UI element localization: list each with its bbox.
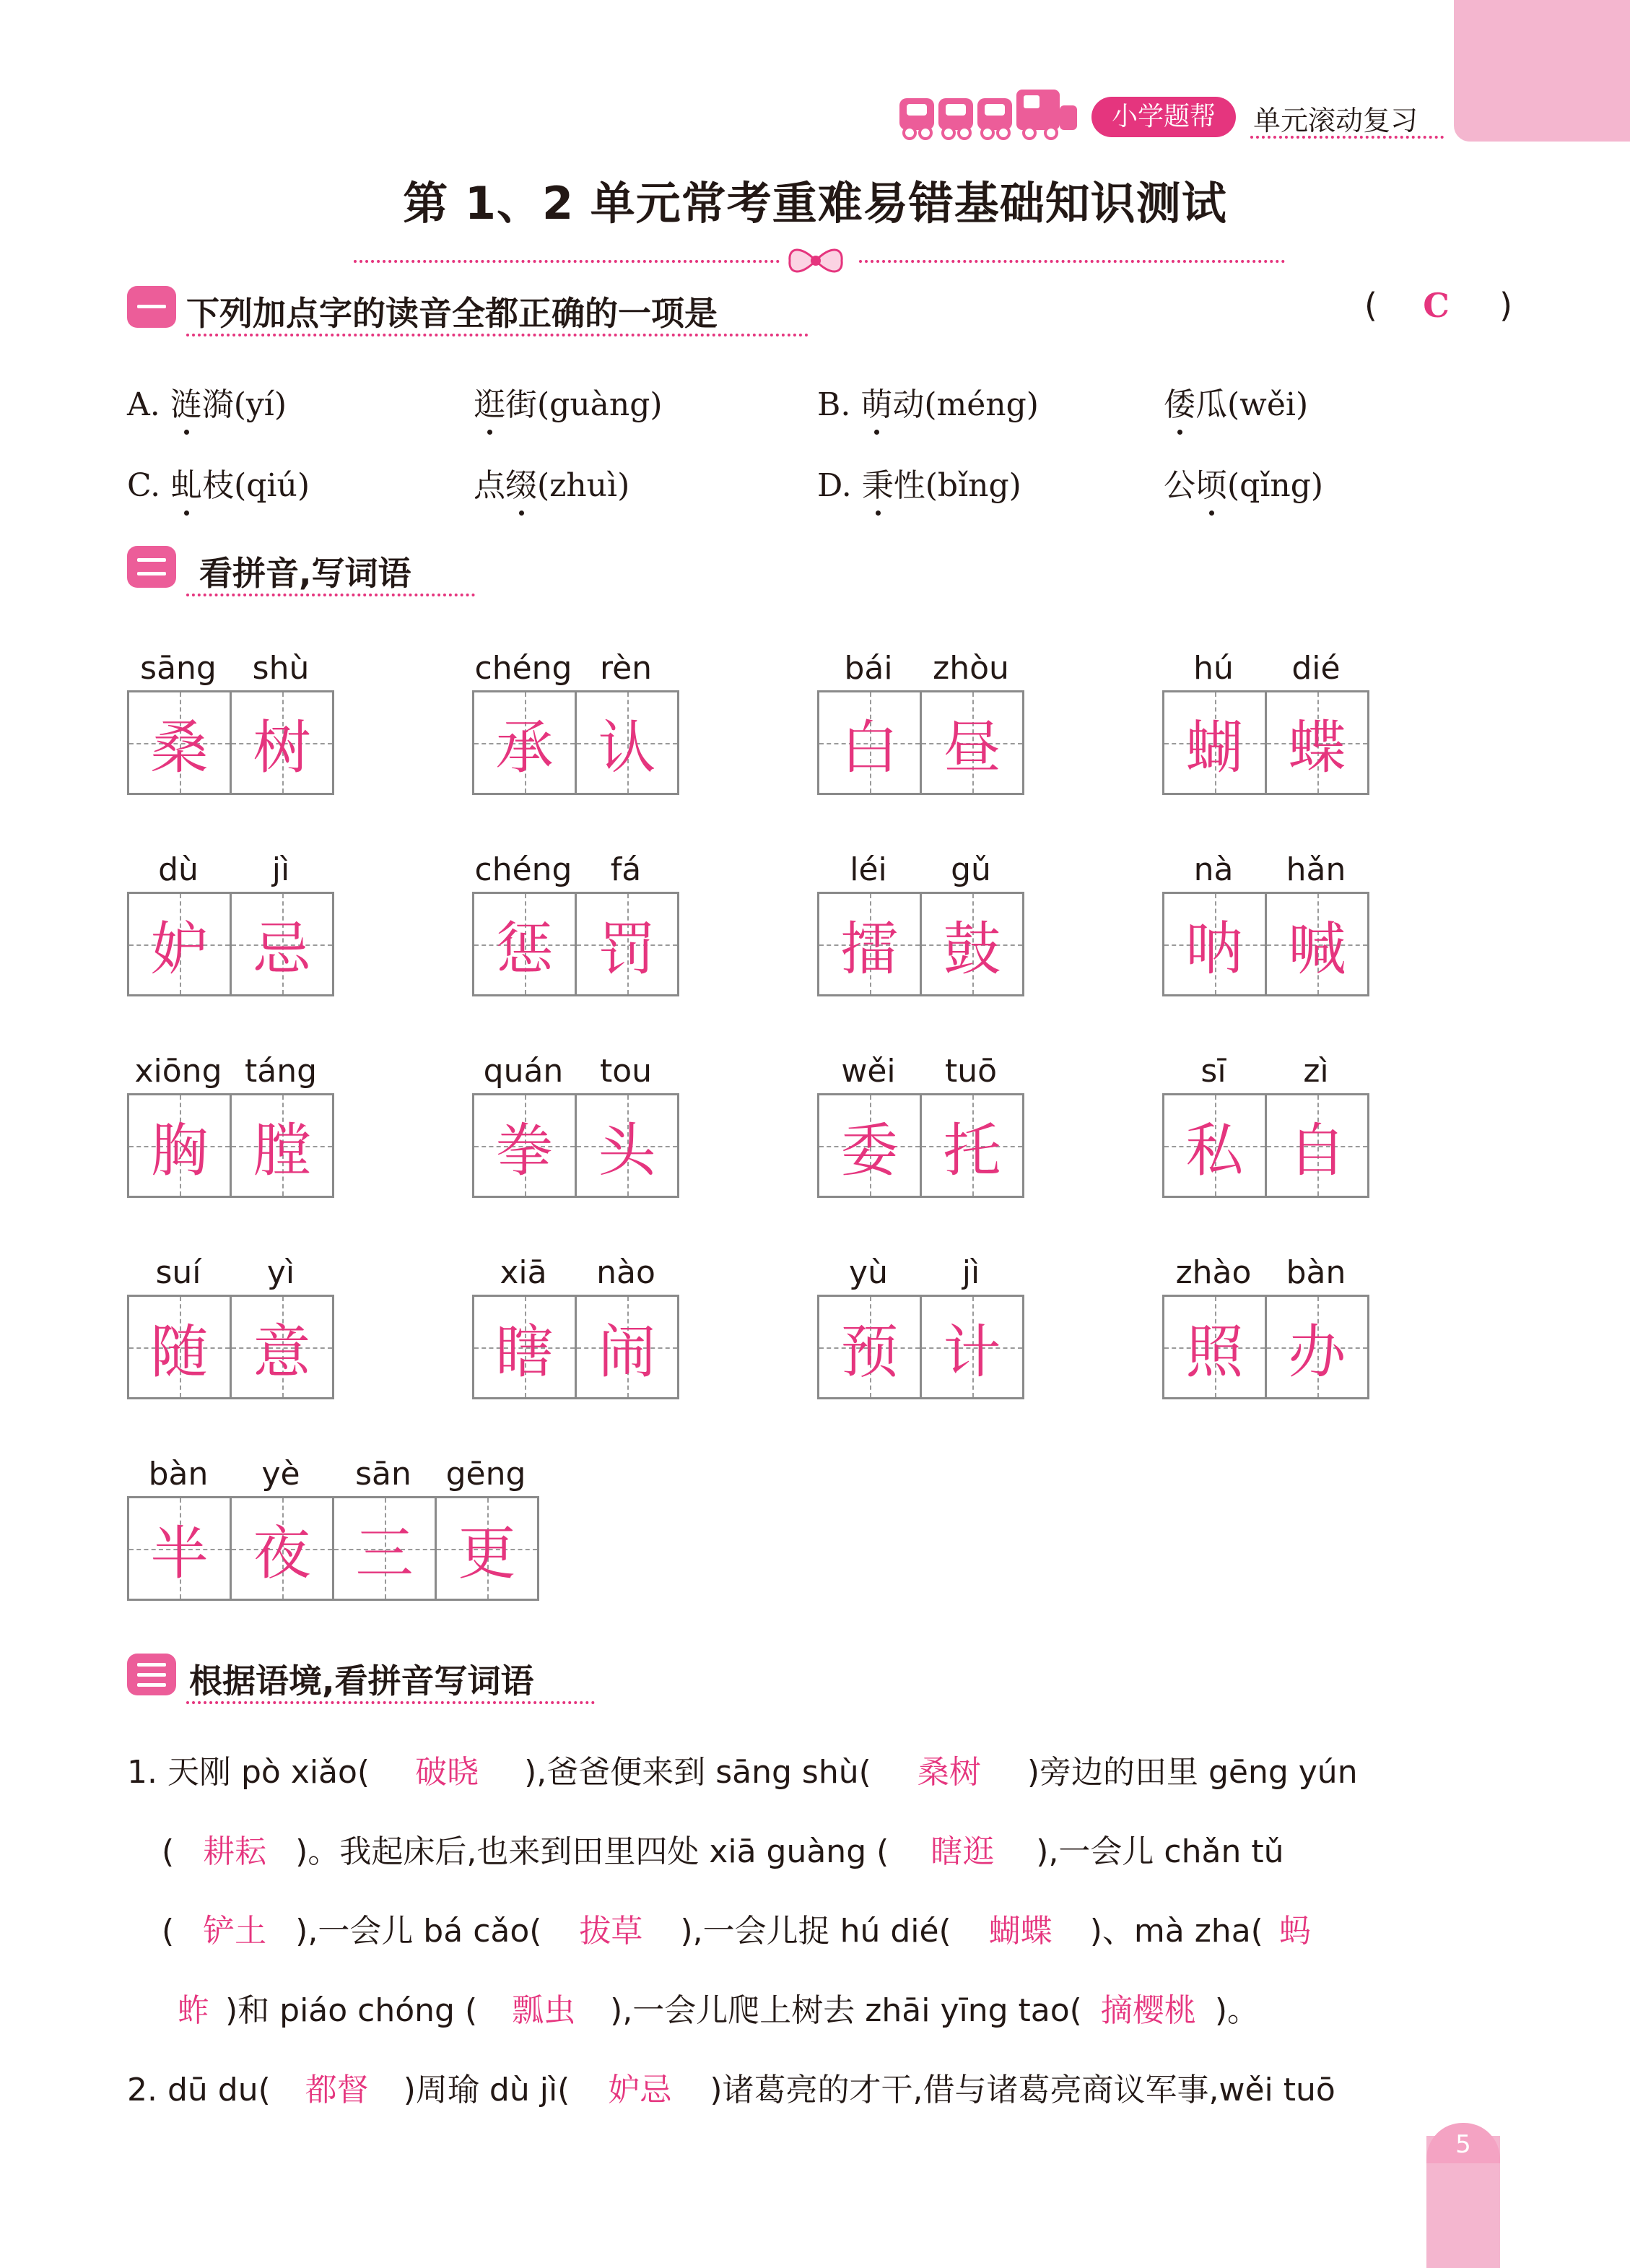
tianzige-cell[interactable]	[129, 894, 232, 994]
tianzige-cell[interactable]	[334, 1498, 437, 1599]
pinyin-label: bái	[844, 650, 893, 687]
pinyin-label: hú	[1193, 650, 1234, 687]
filled-answer[interactable]: 摘樱桃	[1100, 1992, 1196, 2029]
answer-bracket	[1364, 286, 1512, 325]
fill-in-line	[127, 1746, 1358, 1792]
pinyin-label: chéng	[474, 650, 572, 687]
filled-answer[interactable]: 瞎逛	[931, 1833, 995, 1870]
option-c-2: 点缀(zhuì)	[474, 467, 630, 504]
line-text: ),一会儿 bá cǎo(	[295, 1913, 542, 1950]
train-icon	[899, 85, 1080, 143]
dotted-char: 倭	[1164, 386, 1195, 423]
pinyin-label: jì	[962, 1254, 980, 1291]
tianzige-cell[interactable]	[474, 894, 577, 994]
tianzige-cell[interactable]	[129, 1297, 232, 1397]
pinyin-label: rèn	[599, 650, 653, 687]
tianzige-cell[interactable]	[1164, 1095, 1267, 1196]
pinyin-label: zì	[1303, 1053, 1329, 1090]
answer-choice: C	[1423, 286, 1450, 325]
answer-character: 照	[1185, 1318, 1244, 1386]
dotted-char: 萌	[860, 386, 893, 423]
answer-character: 鼓	[943, 916, 1001, 983]
tianzige-cell[interactable]	[819, 692, 922, 793]
answer-character: 私	[1185, 1117, 1244, 1184]
section-3-title: 根据语境,看拼音写词语	[189, 1661, 534, 1700]
dotted-char: 秉	[861, 467, 894, 504]
fill-in-line	[127, 2064, 1335, 2110]
pinyin-label: fá	[610, 851, 642, 888]
filled-answer[interactable]: 耕耘	[203, 1833, 267, 1870]
option-c-1: C. 虬枝(qiú)	[127, 467, 310, 504]
pinyin-label: yè	[261, 1456, 300, 1493]
section-2-underline	[186, 594, 475, 596]
option-d-1: D. 秉性(bǐng)	[817, 467, 1021, 504]
section-1-underline	[186, 334, 809, 336]
line-text: )和 piáo chóng (	[225, 1992, 478, 2029]
line-text: )。我起床后,也来到田里四处 xiā guàng (	[295, 1833, 889, 1870]
section-2-title: 看拼音,写词语	[199, 554, 411, 593]
dotted-char: 虬	[170, 467, 203, 504]
tianzige-cell[interactable]	[129, 692, 232, 793]
bracket-open: (	[1364, 286, 1377, 325]
line-text: (	[162, 1833, 175, 1870]
line-text: ),一会儿 chǎn tǔ	[1036, 1833, 1284, 1870]
line-text: )诸葛亮的才干,借与诸葛亮商议军事,wěi tuō	[710, 2072, 1335, 2108]
tianzige-cell[interactable]	[819, 894, 922, 994]
answer-character: 桑	[150, 714, 209, 781]
word-box	[127, 1251, 334, 1399]
tianzige-cell[interactable]	[437, 1498, 539, 1599]
pinyin-label: sāng	[140, 650, 217, 687]
option-b-2: 倭瓜(wěi)	[1164, 386, 1309, 423]
answer-character: 自	[1288, 1117, 1346, 1184]
tianzige-cell[interactable]	[474, 692, 577, 793]
pinyin-label: dù	[158, 851, 199, 888]
answer-character: 预	[840, 1318, 899, 1386]
tianzige-cell[interactable]	[819, 1095, 922, 1196]
dotted-char: 涟	[170, 386, 202, 423]
answer-character: 惩	[495, 916, 554, 983]
answer-character: 白	[840, 714, 899, 781]
answer-character: 办	[1288, 1318, 1346, 1386]
filled-answer[interactable]: 破晓	[415, 1754, 479, 1791]
tianzige-cell[interactable]	[1164, 1297, 1267, 1397]
pinyin-label: xiā	[500, 1254, 547, 1291]
answer-character: 喊	[1288, 916, 1346, 983]
pinyin-label: yù	[849, 1254, 888, 1291]
answer-character: 半	[150, 1520, 209, 1587]
answer-character: 树	[253, 714, 311, 781]
pinyin-label: wěi	[841, 1053, 896, 1090]
answer-character: 托	[943, 1117, 1001, 1184]
filled-answer[interactable]: 蝴蝶	[988, 1913, 1052, 1950]
filled-answer[interactable]: 蚱	[178, 1992, 209, 2029]
pinyin-label: sān	[355, 1456, 411, 1493]
section-2-badge	[127, 546, 176, 588]
dotted-char: 逛	[474, 386, 505, 423]
line-text: ),爸爸便来到 sāng shù(	[524, 1754, 871, 1791]
answer-character: 蝴	[1185, 714, 1244, 781]
pinyin-label: xiōng	[134, 1053, 222, 1090]
pinyin-label: bàn	[148, 1456, 209, 1493]
word-box	[1162, 1050, 1369, 1198]
answer-character: 擂	[840, 916, 899, 983]
tianzige-cell[interactable]	[577, 692, 679, 793]
word-box	[817, 647, 1024, 795]
filled-answer[interactable]: 桑树	[917, 1754, 981, 1791]
section-3-underline	[186, 1701, 595, 1704]
header-label: 单元滚动复习	[1253, 105, 1418, 136]
pinyin-label: suí	[155, 1254, 201, 1291]
answer-character: 罚	[598, 916, 656, 983]
pinyin-label: hǎn	[1286, 851, 1346, 888]
pinyin-label: táng	[244, 1053, 318, 1090]
answer-character: 委	[840, 1117, 899, 1184]
word-box	[472, 1050, 679, 1198]
pinyin-label: tuō	[944, 1053, 998, 1090]
word-box	[1162, 848, 1369, 996]
pinyin-label: shù	[252, 650, 310, 687]
answer-character: 更	[458, 1520, 516, 1587]
section-1-title: 下列加点字的读音全都正确的一项是	[186, 294, 718, 333]
word-box	[1162, 647, 1369, 795]
line-text: 2. dū du(	[127, 2072, 271, 2108]
filled-answer[interactable]: 拔草	[579, 1913, 643, 1950]
word-box	[472, 647, 679, 795]
line-text: (	[162, 1913, 175, 1950]
fill-in-line	[162, 1905, 1327, 1951]
tianzige-cell[interactable]	[922, 1297, 1024, 1397]
tianzige-cell[interactable]	[577, 894, 679, 994]
filled-answer[interactable]: 蚂	[1278, 1913, 1311, 1950]
tianzige-cell[interactable]	[922, 692, 1024, 793]
tianzige-cell[interactable]	[474, 1095, 577, 1196]
answer-character: 夜	[253, 1520, 311, 1587]
answer-character: 认	[598, 714, 656, 781]
pinyin-label: bàn	[1286, 1254, 1346, 1291]
answer-character: 头	[598, 1117, 656, 1184]
tianzige-cell[interactable]	[577, 1297, 679, 1397]
line-text: 1. 天刚 pò xiǎo(	[127, 1754, 370, 1791]
answer-character: 承	[495, 714, 554, 781]
line-text: ),一会儿爬上树去 zhāi yīng tao(	[610, 1992, 1082, 2029]
dotted-char: 顷	[1195, 467, 1227, 504]
filled-answer[interactable]: 瓢虫	[512, 1992, 576, 2029]
header-underline	[1250, 136, 1444, 139]
pinyin-label: jì	[271, 851, 290, 888]
pinyin-label: nà	[1193, 851, 1234, 888]
word-box	[817, 1050, 1024, 1198]
tianzige-cell[interactable]	[129, 1095, 232, 1196]
word-box	[1162, 1251, 1369, 1399]
answer-character: 忌	[253, 916, 311, 983]
tianzige-cell[interactable]	[1267, 894, 1369, 994]
tianzige-cell[interactable]	[819, 1297, 922, 1397]
page-title: 第 1、2 单元常考重难易错基础知识测试	[403, 177, 1227, 230]
answer-character: 随	[150, 1318, 209, 1386]
answer-character: 三	[355, 1520, 414, 1587]
answer-character: 瞎	[495, 1318, 554, 1386]
pinyin-label: gǔ	[951, 851, 991, 888]
pinyin-label: yì	[266, 1254, 295, 1291]
word-box	[127, 647, 334, 795]
title-divider-left	[354, 260, 780, 263]
pinyin-label: chéng	[474, 851, 572, 888]
tianzige-cell[interactable]	[232, 1297, 334, 1397]
filled-answer[interactable]: 妒忌	[608, 2072, 672, 2108]
answer-character: 昼	[943, 714, 1001, 781]
tianzige-cell[interactable]	[1267, 692, 1369, 793]
dotted-char: 缀	[505, 467, 537, 504]
tianzige-cell[interactable]	[1267, 1297, 1369, 1397]
corner-tab	[1454, 0, 1630, 142]
bracket-close: )	[1499, 286, 1513, 325]
option-d-2: 公顷(qǐng)	[1164, 467, 1324, 504]
tianzige-cell[interactable]	[922, 894, 1024, 994]
pinyin-label: gēng	[445, 1456, 526, 1493]
tianzige-cell[interactable]	[577, 1095, 679, 1196]
section-3-badge	[127, 1654, 176, 1695]
pinyin-label: zhào	[1175, 1254, 1252, 1291]
line-text: )旁边的田里 gēng yún	[1027, 1754, 1358, 1791]
word-box	[472, 1251, 679, 1399]
answer-character: 胸	[150, 1117, 209, 1184]
pinyin-label: nào	[596, 1254, 655, 1291]
tianzige-cell[interactable]	[474, 1297, 577, 1397]
filled-answer[interactable]: 铲土	[203, 1913, 267, 1950]
bow-icon	[787, 244, 845, 277]
line-text: )。	[1214, 1992, 1259, 2029]
word-box	[472, 848, 679, 996]
pinyin-label: sī	[1200, 1053, 1226, 1090]
fill-in-line	[162, 1825, 1283, 1872]
tianzige-cell[interactable]	[1164, 894, 1267, 994]
answer-character: 蝶	[1288, 714, 1346, 781]
line-text: )周瑜 dù jì(	[403, 2072, 570, 2108]
tianzige-cell[interactable]	[922, 1095, 1024, 1196]
tianzige-cell[interactable]	[1164, 692, 1267, 793]
option-a-1: A. 涟漪(yí)	[127, 386, 287, 423]
page-number: 5	[1426, 2123, 1500, 2163]
title-divider-right	[859, 260, 1285, 263]
word-box	[127, 848, 334, 996]
answer-character: 妒	[150, 916, 209, 983]
tianzige-cell[interactable]	[232, 1498, 334, 1599]
word-box	[127, 1050, 334, 1198]
pinyin-label: zhòu	[933, 650, 1009, 687]
tianzige-cell[interactable]	[1267, 1095, 1369, 1196]
answer-character: 闹	[598, 1318, 656, 1386]
pinyin-label: tou	[599, 1053, 653, 1090]
word-box	[127, 1453, 539, 1601]
tianzige-cell[interactable]	[129, 1498, 232, 1599]
answer-character: 意	[253, 1318, 311, 1386]
word-box	[817, 1251, 1024, 1399]
word-box	[817, 848, 1024, 996]
tianzige-cell[interactable]	[232, 1095, 334, 1196]
line-text: ),一会儿捉 hú dié(	[680, 1913, 951, 1950]
answer-character: 拳	[495, 1117, 554, 1184]
pinyin-label: léi	[850, 851, 887, 888]
option-b-1: B. 萌动(méng)	[817, 386, 1039, 423]
answer-character: 呐	[1185, 916, 1244, 983]
fill-in-line	[162, 1984, 1259, 2030]
answer-character: 计	[943, 1318, 1001, 1386]
tianzige-cell[interactable]	[232, 894, 334, 994]
answer-character: 膛	[253, 1117, 311, 1184]
pinyin-label: dié	[1291, 650, 1341, 687]
pinyin-label: quán	[483, 1053, 564, 1090]
brand-badge: 小学题帮	[1091, 97, 1236, 137]
section-1-badge	[127, 286, 176, 328]
option-a-2: 逛街(guàng)	[474, 386, 663, 423]
line-text: )、mà zha(	[1089, 1913, 1263, 1950]
filled-answer[interactable]: 都督	[305, 2072, 369, 2108]
tianzige-cell[interactable]	[232, 692, 334, 793]
